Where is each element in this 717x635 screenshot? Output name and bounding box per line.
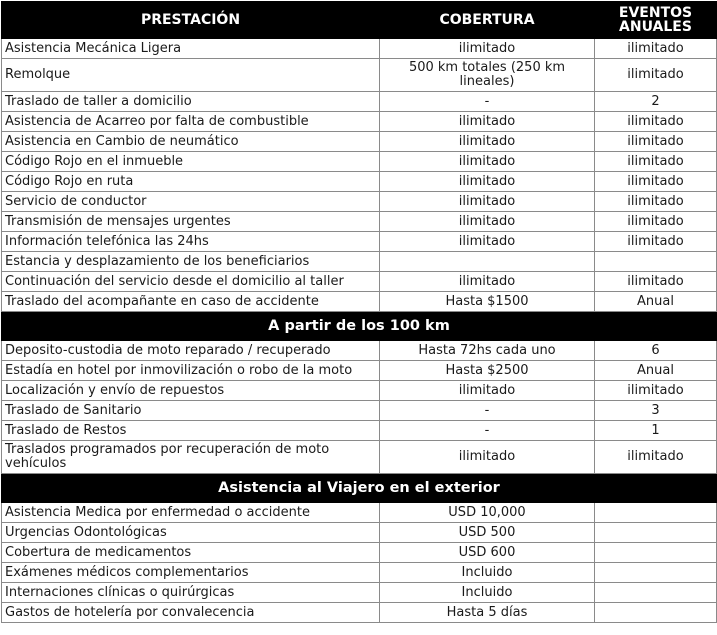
- cobertura-cell: Incluido: [380, 563, 595, 583]
- eventos-cell: 3: [595, 401, 717, 421]
- table-row: [2, 563, 717, 583]
- section-title: A partir de los 100 km: [2, 312, 717, 341]
- cobertura-cell: USD 500: [380, 523, 595, 543]
- table-row: [2, 401, 717, 421]
- cobertura-cell: Hasta $1500: [380, 292, 595, 312]
- eventos-cell: ilimitado: [595, 59, 717, 92]
- eventos-cell: [595, 543, 717, 563]
- eventos-cell: [595, 523, 717, 543]
- prestacion-cell: Asistencia Mecánica Ligera: [2, 39, 380, 59]
- prestacion-cell: Traslados programados por recuperación de moto vehículos: [2, 441, 380, 474]
- eventos-cell: [595, 503, 717, 523]
- prestacion-cell: Traslado de Restos: [2, 421, 380, 441]
- prestacion-cell: Asistencia en Cambio de neumático: [2, 132, 380, 152]
- prestacion-cell: Transmisión de mensajes urgentes: [2, 212, 380, 232]
- prestacion-cell: Asistencia de Acarreo por falta de combustible: [2, 112, 380, 132]
- cobertura-cell: ilimitado: [380, 172, 595, 192]
- eventos-cell: ilimitado: [595, 192, 717, 212]
- prestacion-cell: Traslado de Sanitario: [2, 401, 380, 421]
- table-row: [2, 172, 717, 192]
- table-row: [2, 232, 717, 252]
- prestacion-cell: Gastos de hotelería por convalecencia: [2, 603, 380, 623]
- prestacion-cell: Información telefónica las 24hs: [2, 232, 380, 252]
- prestacion-cell: Continuación del servicio desde el domicilio al taller: [2, 272, 380, 292]
- eventos-cell: [595, 583, 717, 603]
- table-row: [2, 112, 717, 132]
- eventos-cell: [595, 563, 717, 583]
- eventos-cell: Anual: [595, 292, 717, 312]
- header-prestacion: PRESTACIÓN: [2, 2, 380, 39]
- header-row: [2, 2, 717, 39]
- cobertura-cell: ilimitado: [380, 381, 595, 401]
- eventos-cell: ilimitado: [595, 441, 717, 474]
- cobertura-cell: ilimitado: [380, 212, 595, 232]
- cobertura-cell: 500 km totales (250 km lineales): [380, 59, 595, 92]
- prestacion-cell: Código Rojo en el inmueble: [2, 152, 380, 172]
- table-row: [2, 59, 717, 92]
- table-row: [2, 152, 717, 172]
- cobertura-cell: Incluido: [380, 583, 595, 603]
- prestacion-cell: Asistencia Medica por enfermedad o accidente: [2, 503, 380, 523]
- table-row: [2, 523, 717, 543]
- eventos-cell: ilimitado: [595, 212, 717, 232]
- table-row: [2, 441, 717, 474]
- cobertura-cell: ilimitado: [380, 39, 595, 59]
- prestacion-cell: Estadía en hotel por inmovilización o robo de la moto: [2, 361, 380, 381]
- table-row: [2, 381, 717, 401]
- cobertura-cell: ilimitado: [380, 152, 595, 172]
- eventos-cell: ilimitado: [595, 39, 717, 59]
- eventos-cell: [595, 603, 717, 623]
- cobertura-cell: ilimitado: [380, 232, 595, 252]
- eventos-cell: ilimitado: [595, 232, 717, 252]
- cobertura-cell: -: [380, 421, 595, 441]
- cobertura-cell: USD 600: [380, 543, 595, 563]
- prestacion-cell: Deposito-custodia de moto reparado / recuperado: [2, 341, 380, 361]
- prestacion-cell: Servicio de conductor: [2, 192, 380, 212]
- cobertura-cell: ilimitado: [380, 132, 595, 152]
- prestacion-cell: Urgencias Odontológicas: [2, 523, 380, 543]
- section-header-row: [2, 474, 717, 503]
- table-row: [2, 603, 717, 623]
- table-row: [2, 212, 717, 232]
- eventos-cell: 6: [595, 341, 717, 361]
- table-row: [2, 503, 717, 523]
- cobertura-cell: ilimitado: [380, 272, 595, 292]
- cobertura-cell: -: [380, 401, 595, 421]
- cobertura-cell: USD 10,000: [380, 503, 595, 523]
- prestacion-cell: Traslado del acompañante en caso de accidente: [2, 292, 380, 312]
- eventos-cell: ilimitado: [595, 272, 717, 292]
- table-row: [2, 583, 717, 603]
- prestacion-cell: Estancia y desplazamiento de los beneficiarios: [2, 252, 380, 272]
- section-title: Asistencia al Viajero en el exterior: [2, 474, 717, 503]
- eventos-cell: ilimitado: [595, 152, 717, 172]
- table-row: [2, 292, 717, 312]
- cobertura-cell: [380, 252, 595, 272]
- table-row: [2, 272, 717, 292]
- eventos-cell: [595, 252, 717, 272]
- table-row: [2, 543, 717, 563]
- eventos-cell: Anual: [595, 361, 717, 381]
- header-cobertura: COBERTURA: [380, 2, 595, 39]
- coverage-table: [1, 1, 717, 623]
- prestacion-cell: Cobertura de medicamentos: [2, 543, 380, 563]
- table-row: [2, 421, 717, 441]
- table-row: [2, 361, 717, 381]
- table-row: [2, 132, 717, 152]
- cobertura-cell: Hasta $2500: [380, 361, 595, 381]
- eventos-cell: 1: [595, 421, 717, 441]
- cobertura-cell: ilimitado: [380, 192, 595, 212]
- eventos-cell: 2: [595, 92, 717, 112]
- eventos-cell: ilimitado: [595, 112, 717, 132]
- header-eventos: EVENTOS ANUALES: [595, 2, 717, 39]
- cobertura-cell: Hasta 5 días: [380, 603, 595, 623]
- eventos-cell: ilimitado: [595, 132, 717, 152]
- eventos-cell: ilimitado: [595, 381, 717, 401]
- cobertura-cell: ilimitado: [380, 112, 595, 132]
- prestacion-cell: Código Rojo en ruta: [2, 172, 380, 192]
- table-row: [2, 252, 717, 272]
- prestacion-cell: Exámenes médicos complementarios: [2, 563, 380, 583]
- prestacion-cell: Localización y envío de repuestos: [2, 381, 380, 401]
- prestacion-cell: Internaciones clínicas o quirúrgicas: [2, 583, 380, 603]
- table-row: [2, 192, 717, 212]
- eventos-cell: ilimitado: [595, 172, 717, 192]
- cobertura-cell: -: [380, 92, 595, 112]
- cobertura-cell: ilimitado: [380, 441, 595, 474]
- table-row: [2, 341, 717, 361]
- table-row: [2, 92, 717, 112]
- cobertura-cell: Hasta 72hs cada uno: [380, 341, 595, 361]
- section-header-row: [2, 312, 717, 341]
- prestacion-cell: Traslado de taller a domicilio: [2, 92, 380, 112]
- table-row: [2, 39, 717, 59]
- prestacion-cell: Remolque: [2, 59, 380, 92]
